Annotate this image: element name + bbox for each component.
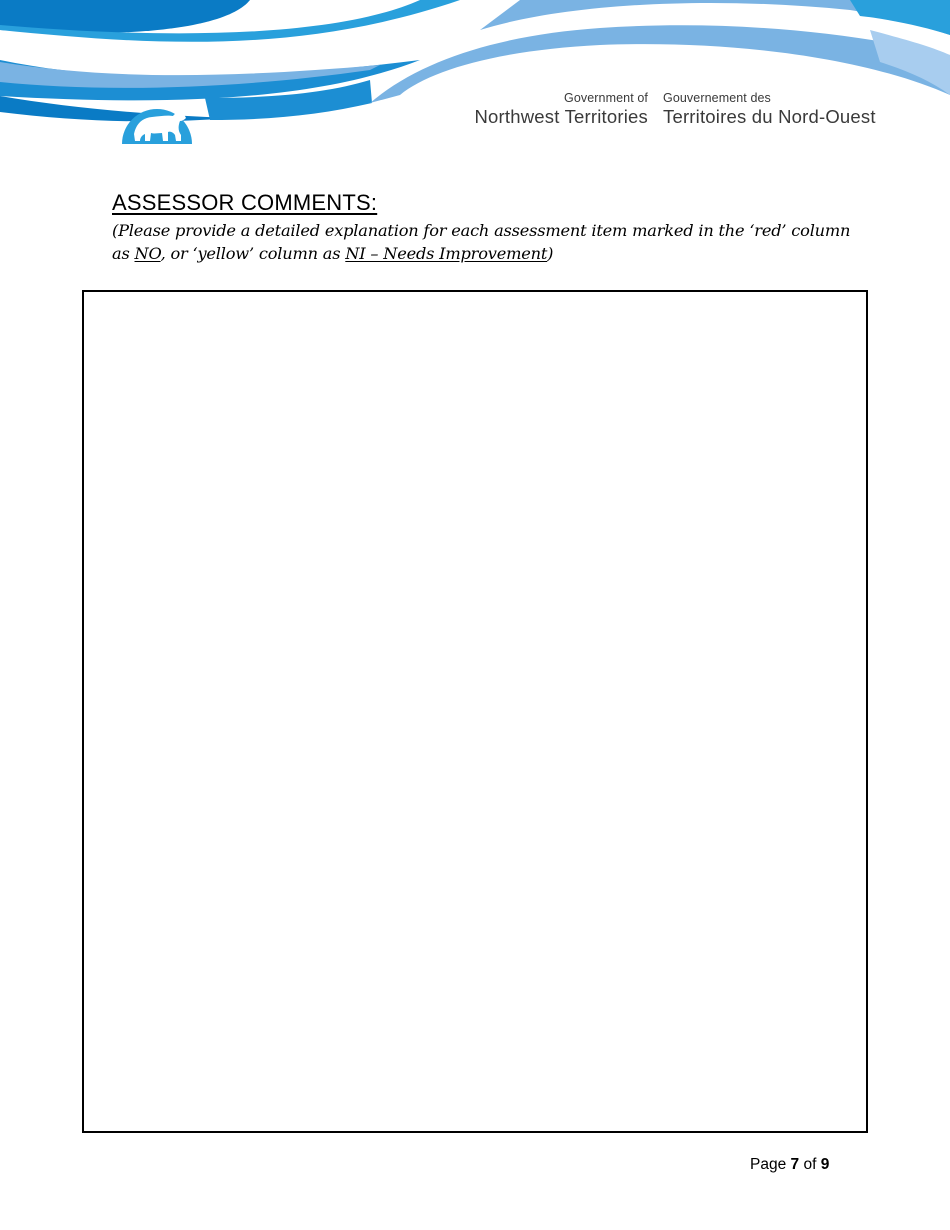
page-number <box>750 1156 829 1174</box>
instruction-no: NO <box>134 244 161 263</box>
section-title: ASSESSOR COMMENTS: <box>112 190 378 215</box>
instructions-text <box>112 219 852 265</box>
instruction-part3: ) <box>547 244 554 263</box>
gov-wordmark-english <box>464 91 648 128</box>
gov-en-line1: Government of <box>564 91 648 105</box>
page-current: 7 <box>790 1156 800 1173</box>
page-total: 9 <box>820 1156 830 1173</box>
page-label: Page <box>750 1156 787 1173</box>
gov-fr-line2: Territoires du Nord-Ouest <box>663 106 876 127</box>
instruction-part2: , or ‘yellow’ column as <box>160 244 346 263</box>
instruction-part1: (Please provide a detailed explanation for each assessment item marked in the ‘red’ column as <box>112 221 851 263</box>
gov-en-line2: Northwest Territories <box>474 106 648 127</box>
polar-bear-logo-icon <box>118 88 196 154</box>
assessor-comments-box[interactable] <box>82 290 868 1133</box>
gov-fr-line1: Gouvernement des <box>663 91 771 105</box>
instruction-ni: NI – Needs Improvement <box>345 244 548 263</box>
of-label: of <box>803 1156 817 1173</box>
gov-wordmark-french <box>663 91 893 128</box>
